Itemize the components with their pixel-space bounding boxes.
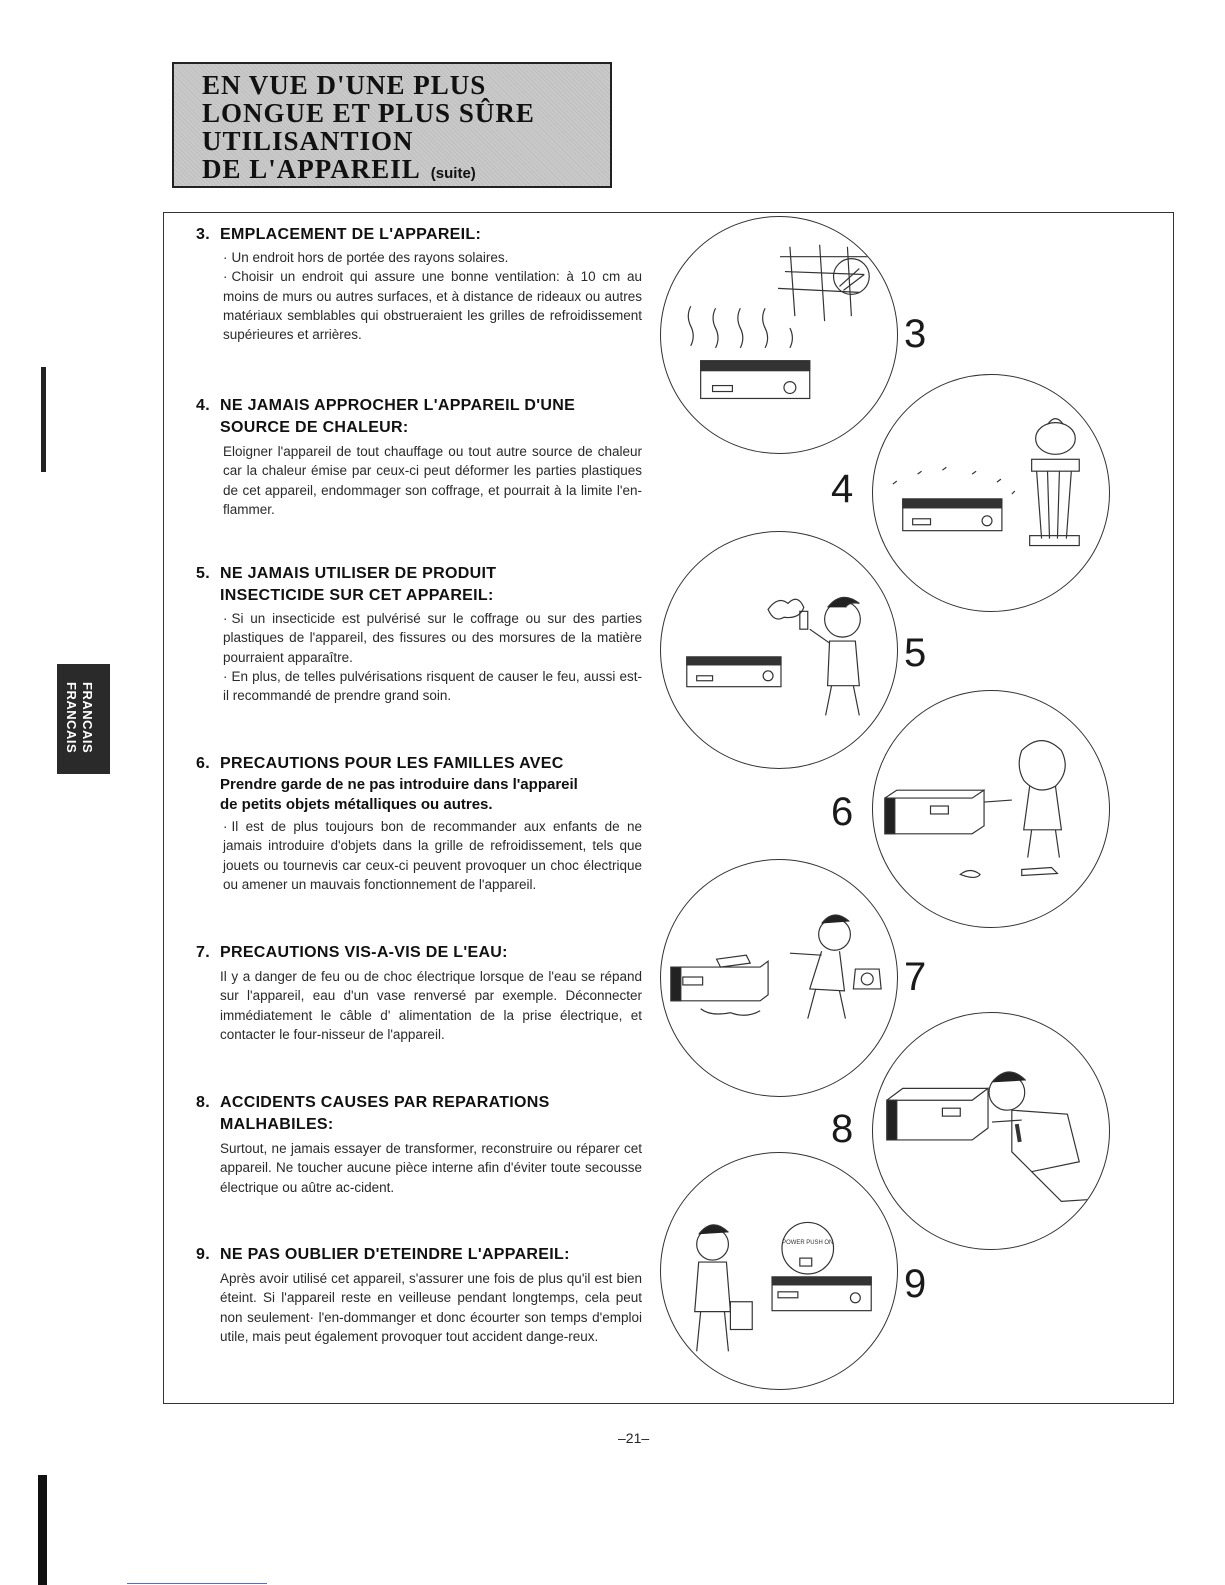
section-5-bullet: · En plus, de telles pulvérisations risquent de causer le feu, aussi est-il recommandé de prendre grand soin. — [223, 668, 642, 704]
title-line-1: EN VUE D'UNE PLUS — [202, 70, 487, 100]
page-number: –21– — [618, 1430, 650, 1446]
section-4-title: NE JAMAIS APPROCHER L'APPAREIL D'UNE — [220, 397, 576, 414]
illustration-9 — [660, 1152, 898, 1390]
title-suite: (suite) — [430, 165, 476, 182]
section-3-body — [196, 248, 642, 344]
section-3-title: EMPLACEMENT DE L'APPAREIL: — [220, 226, 482, 243]
section-3-bullet: · Un endroit hors de portée des rayons solaires. — [223, 250, 509, 265]
section-3-number: 3. — [196, 226, 210, 243]
section-6 — [196, 753, 642, 894]
section-5-title: NE JAMAIS UTILISER DE PRODUIT — [220, 565, 497, 582]
section-3-bullet: · Choisir un endroit qui assure une bonne ventilation: à 10 cm au moins de murs ou autres surfaces, et à distance de rideaux ou autres matériaux semblables qui obstrueraient les grilles de refroidissement supérieures et arrières. — [223, 269, 642, 343]
figure-number-8: 8 — [831, 1107, 854, 1151]
illustration-5 — [660, 531, 898, 769]
insecticide-illustration — [661, 532, 897, 768]
language-tab-label-1: FRANCAIS — [80, 682, 95, 754]
scan-line — [127, 1583, 267, 1584]
section-3-bullet-2: Choisir un endroit qui assure une bonne ventilation: à 10 cm au moins de murs ou autres surfaces, et à distance de rideaux ou autres matériaux semblables qui obstrueraient les grilles de refroidissement supérieures et arrières. — [223, 269, 642, 343]
section-3-heading — [196, 224, 642, 246]
power-off-illustration — [661, 1153, 897, 1389]
sun-heat-illustration — [661, 217, 897, 453]
section-5-title-cont: INSECTICIDE SUR CET APPAREIL: — [220, 587, 494, 604]
title-box — [172, 62, 612, 188]
figure-number-7: 7 — [904, 955, 927, 999]
title-line-4 — [202, 155, 610, 188]
section-8 — [196, 1092, 642, 1197]
section-6-title: PRECAUTIONS POUR LES FAMILLES AVEC — [220, 755, 564, 772]
section-3-bullet-1: Un endroit hors de portée des rayons solaires. — [231, 250, 509, 265]
figure-number-9: 9 — [904, 1262, 927, 1306]
section-7-title: PRECAUTIONS VIS-A-VIS DE L'EAU: — [220, 944, 508, 961]
section-9-heading — [196, 1244, 642, 1266]
section-8-title-cont: MALHABILES: — [220, 1116, 334, 1133]
section-7-text: Il y a danger de feu ou de choc électrique lorsque de l'eau se répand sur l'appareil, eau d'un vase renversé par exemple. Déconnecter immédiatement le câble d' alimentation de la prise électrique, et contacter le four-nisseur de l'appareil. — [220, 969, 642, 1042]
section-7-number: 7. — [196, 944, 210, 961]
figure-number-4: 4 — [831, 467, 854, 511]
section-5-bullet: · Si un insecticide est pulvérisé sur le coffrage ou sur des parties plastiques de l'appareil, des fissures ou des morsures de la matière pourraient apparaître. — [223, 611, 642, 665]
section-5-number: 5. — [196, 565, 210, 582]
language-tab-label-2: FRANCAIS — [64, 682, 79, 754]
section-9-title: NE PAS OUBLIER D'ETEINDRE L'APPAREIL: — [220, 1246, 570, 1263]
section-8-text: Surtout, ne jamais essayer de transformer, reconstruire ou réparer cet appareil. Ne toucher aucune pièce interne afin d'éviter toute secousse électrique ou aûtre ac-cident. — [220, 1141, 642, 1195]
child-object-illustration — [873, 691, 1109, 927]
title-line-3: UTILISANTION — [202, 126, 414, 156]
section-9 — [196, 1244, 642, 1346]
title-line-2: LONGUE ET PLUS SÛRE — [202, 98, 535, 128]
title-line-4-text: DE L'APPAREIL — [202, 154, 421, 184]
section-4-text: Eloigner l'appareil de tout chauffage ou tout autre source de chaleur car la chaleur émise par ceux-ci peut déformer les parties plastiques de cet appareil, endommager son coffrage, et pourrait à la limite l'en-flammer. — [223, 444, 642, 517]
repair-illustration — [873, 1013, 1109, 1249]
illustration-7 — [660, 859, 898, 1097]
section-6-body — [196, 817, 642, 894]
section-8-number: 8. — [196, 1094, 210, 1111]
section-9-text: Après avoir utilisé cet appareil, s'assurer une fois de plus qu'il est bien éteint. Si l'appareil reste en veilleuse pendant longtemps, cela peut non seulement· l'en-dommanger et donc écourter son temps d'emploi utile, mais peut également provoquer tout accident dange-reux. — [220, 1271, 642, 1344]
section-4-heading — [196, 395, 642, 439]
illustration-6 — [872, 690, 1110, 928]
illustration-4 — [872, 374, 1110, 612]
section-4 — [196, 395, 642, 519]
section-5-body — [196, 609, 642, 705]
section-8-title: ACCIDENTS CAUSES PAR REPARATIONS — [220, 1094, 550, 1111]
section-4-title-cont: SOURCE DE CHALEUR: — [220, 419, 409, 436]
figure-number-3: 3 — [904, 312, 927, 356]
power-button-label: POWER PUSH ON — [782, 1240, 834, 1247]
figure-number-5: 5 — [904, 631, 927, 675]
illustration-8 — [872, 1012, 1110, 1250]
section-5-bullet-1: Si un insecticide est pulvérisé sur le coffrage ou sur des parties plastiques de l'appareil, des fissures ou des morsures de la matière pourraient apparaître. — [223, 611, 642, 665]
section-9-number: 9. — [196, 1246, 210, 1263]
section-8-heading — [196, 1092, 642, 1136]
water-illustration — [661, 860, 897, 1096]
margin-bar — [41, 367, 46, 472]
section-4-number: 4. — [196, 397, 210, 414]
section-6-bullet: · Il est de plus toujours bon de recommander aux enfants de ne jamais introduire d'objets dans la grille de refroidissement, tels que jouets ou tournevis car ceux-ci peuvent provoquer un choc électrique ou amener un mauvais fonctionnement de l'appareil. — [223, 819, 642, 892]
heater-illustration — [873, 375, 1109, 611]
section-6-sub-1: Prendre garde de ne pas introduire dans l'appareil — [220, 776, 578, 793]
section-7-heading — [196, 942, 642, 964]
section-3 — [196, 224, 642, 344]
section-6-bullet-1: Il est de plus toujours bon de recommander aux enfants de ne jamais introduire d'objets dans la grille de refroidissement, tels que jouets ou tournevis car ceux-ci peuvent provoquer un choc électrique ou amener un mauvais fonctionnement de l'appareil. — [223, 819, 642, 892]
section-5 — [196, 563, 642, 705]
section-5-bullet-2: En plus, de telles pulvérisations risquent de causer le feu, aussi est-il recommandé de prendre grand soin. — [223, 668, 642, 704]
section-6-number: 6. — [196, 755, 210, 772]
section-7 — [196, 942, 642, 1044]
section-5-heading — [196, 563, 642, 607]
figure-number-6: 6 — [831, 790, 854, 834]
language-tab[interactable] — [57, 664, 110, 774]
section-6-sub-2: de petits objets métalliques ou autres. — [220, 796, 493, 813]
section-6-heading — [196, 753, 642, 775]
scan-mark — [38, 1475, 47, 1585]
illustration-3 — [660, 216, 898, 454]
